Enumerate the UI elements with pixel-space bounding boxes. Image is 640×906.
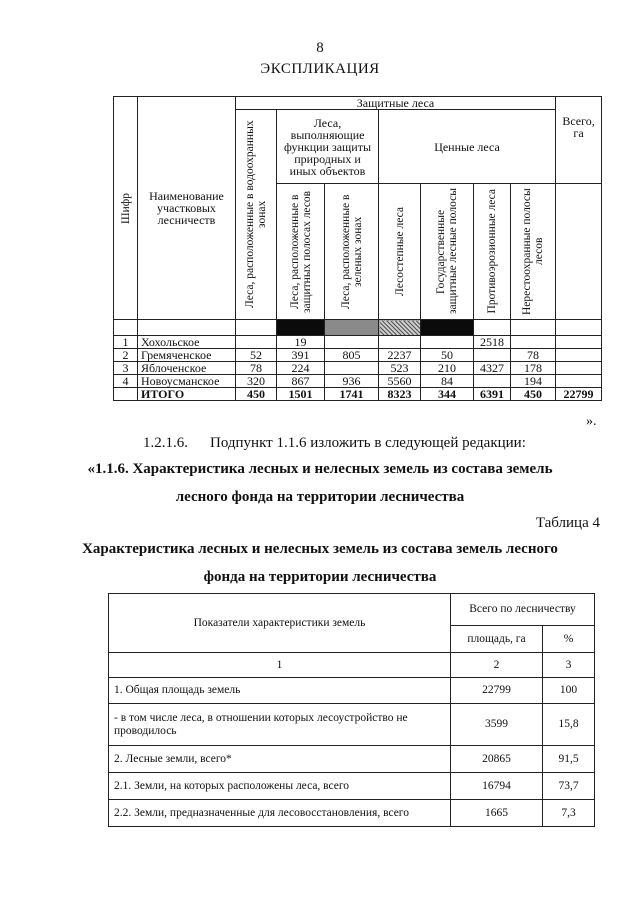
legend-fill-row	[114, 320, 602, 336]
paragraph-amendment	[143, 435, 526, 452]
header-area: площадь, га	[451, 626, 543, 653]
section-heading-line1: «1.1.6. Характеристика лесных и нелесных земель из состава земель	[87, 461, 553, 477]
fill-dotted	[379, 320, 421, 336]
table-row: - в том числе леса, в отношении которых лесоустройство не проводилось 3599 15,8	[109, 704, 595, 746]
section-heading-line2: лесного фонда на территории лесничества	[175, 489, 465, 505]
header-total-blank	[556, 184, 602, 320]
header-spawning: Нерестоохранные полосы лесов	[511, 184, 556, 320]
table-title-line1: Характеристика лесных и нелесных земель из состава земель лесного	[82, 541, 558, 557]
table-row: 1 Хохольское 19 2518	[114, 336, 602, 349]
header-water: Леса, расположенные в водоохранных зонах	[236, 110, 277, 320]
fill-gray	[325, 320, 379, 336]
explication-table	[113, 96, 601, 401]
header-forestry-total: Всего по лесничеству	[451, 594, 595, 626]
table-row: 3 Яблоченское 78 224 523 210 4327 178	[114, 362, 602, 375]
table-title-line2: фонда на территории лесничества	[203, 569, 437, 585]
header-name: Наименование участковых лесничеств	[138, 97, 236, 320]
table-row: 2.2. Земли, предназначенные для лесовосстановления, всего 1665 7,3	[109, 800, 595, 827]
header-strips: Леса, расположенные в защитных полосах лесов	[277, 184, 325, 320]
column-number-row: 1 2 3	[109, 653, 595, 678]
table-row: 4 Новоусманское 320 867 936 5560 84 194	[114, 375, 602, 388]
header-functions: Леса, выполняющие функции защиты природных и иных объектов	[277, 110, 379, 184]
table-label: Таблица 4	[535, 515, 600, 531]
header-code: Шифр	[114, 97, 138, 320]
table-row: 2. Лесные земли, всего* 20865 91,5	[109, 746, 595, 773]
table-row: 1. Общая площадь земель 22799 100	[109, 678, 595, 704]
closing-quote: ».	[586, 414, 597, 429]
fill-black	[277, 320, 325, 336]
header-green: Леса, расположенные в зеленых зонах	[325, 184, 379, 320]
table-row: 2 Гремяченское 52 391 805 2237 50 78	[114, 349, 602, 362]
header-total: Всего, га	[556, 97, 602, 184]
header-erosion: Противоэрозионные леса	[474, 184, 511, 320]
header-valuable: Ценные леса	[379, 110, 556, 184]
paragraph-number: 1.2.1.6.	[143, 435, 188, 451]
header-state: Государственные защитные лесные полосы	[421, 184, 474, 320]
land-characteristics-table	[108, 593, 594, 827]
header-percent: %	[543, 626, 595, 653]
table-row: 2.1. Земли, на которых расположены леса, всего 16794 73,7	[109, 773, 595, 800]
page-number: 8	[316, 40, 324, 56]
document-title: ЭКСПЛИКАЦИЯ	[260, 61, 380, 77]
header-steppe: Лесостепные леса	[379, 184, 421, 320]
header-indicators: Показатели характеристики земель	[109, 594, 451, 653]
fill-black	[421, 320, 474, 336]
totals-row: ИТОГО 450 1501 1741 8323 344 6391 450 22799	[114, 388, 602, 401]
header-protective: Защитные леса	[236, 97, 556, 110]
paragraph-text: Подпункт 1.1.6 изложить в следующей редакции:	[210, 435, 526, 451]
